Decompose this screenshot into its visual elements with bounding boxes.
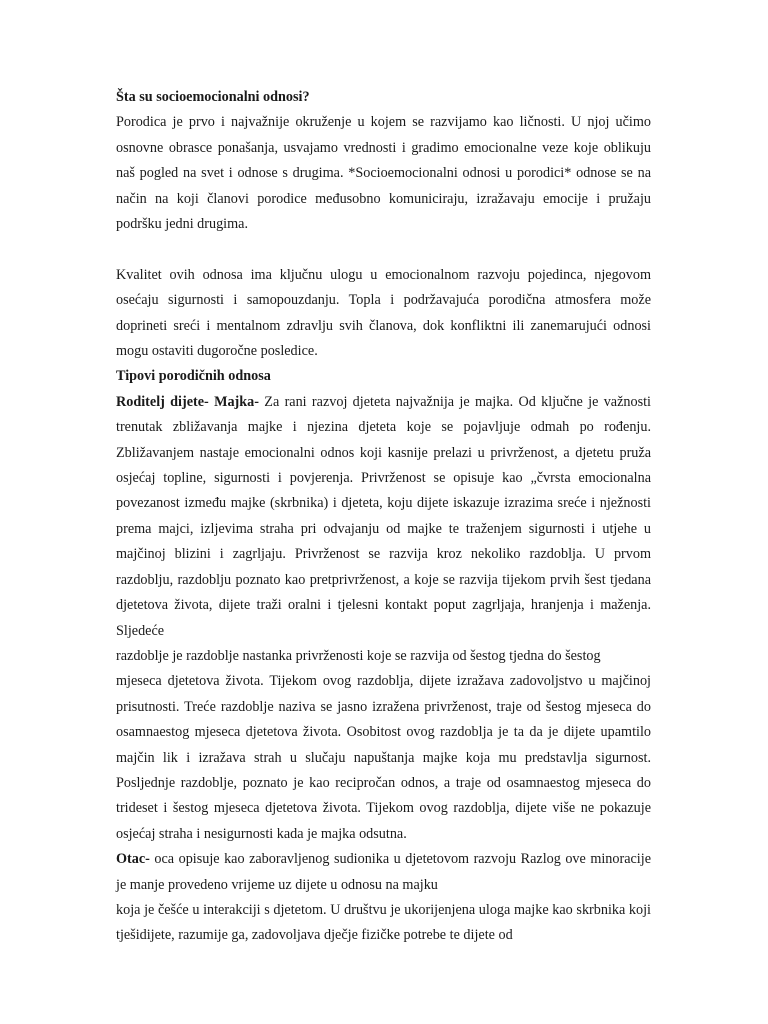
paragraph-attachment-stages: mjeseca djetetova života. Tijekom ovog razdoblja, dijete izražava zadovoljstvo u majčinoj prisutnosti. Treće razdoblje naziva se jasno izražena privrženost, traje od šestog mjeseca do osamnaestog mjeseca djetetova života. Osobitost ovog razdoblja je ta da je dijete upamtilo majčin lik i izražava strah u slučaju napuštanja majke koja mu predstavlja sigurnost. Posljednje razdoblje, poznato je kao recipročan odnos, a traje od osamnaestog mjeseca do trideset i šestog mjeseca djetetova života. Tijekom ovog razdoblja, dijete više ne pokazuje osjećaj straha i nesigurnosti kada je majka odsutna. <box>116 673 651 842</box>
heading-socioemotional-relations: Šta su socioemocionalni odnosi? <box>116 89 310 105</box>
mother-lead-label: Roditelj dijete- Majka- <box>116 393 259 410</box>
father-lead-label: Otac- <box>116 851 150 868</box>
empty-line <box>116 237 651 262</box>
paragraph-attachment-stages-line: razdoblje je razdoblje nastanka privrženosti koje se razvija od šestog tjedna do šestog <box>116 647 601 664</box>
mother-paragraph-text: Za rani razvoj djeteta najvažnija je majka. Od ključne je važnosti trenutak zbližavanja majke i njezina djeteta koje se pojavljuje odmah po rođenju. Zbližavanjem nastaje emocionalni odnos koji kasnije prelazi u privrženost, a djetetu pruža osjećaj topline, sigurnosti i povjerenja. Privrženost se opisuje kao „čvrsta emocionalna povezanost između majke (skrbnika) i djeteta, koju dijete iskazuje izrazima sreće i nježnosti prema majci, izljevima straha pri odvajanju od majke te traženjem sigurnosti i utjehe u majčinoj blizini i zagrljaju. Privrženost se razvija kroz nekoliko razdoblja. U prvom razdoblju, razdoblju poznato kao pretprivrženost, a koje se razvija tijekom prvih šest tjedana djetetova života, dijete traži oralni i tjelesni kontakt poput zagrljaja, hranjenja i maženja. Sljedeće <box>116 393 651 639</box>
paragraph-father-continued: koja je češće u interakciji s djetetom. U društvu je ukorijenjena uloga majke kao skrbnika koji tješidijete, razumije ga, zadovoljava dječje fizičke potrebe te dijete od <box>116 901 651 944</box>
heading-family-relation-types: Tipovi porodičnih odnosa <box>116 368 271 385</box>
paragraph-introduction: Porodica je prvo i najvažnije okruženje u kojem se razvijamo kao ličnosti. U njoj učimo osnovne obrasce ponašanja, usvajamo vrednosti i gradimo emocionalne veze koje oblikuju naš pogled na svet i odnose s drugima. *Socioemocionalni odnosi u porodici* odnose se na način na koji članovi porodice međusobno komuniciraju, izražavaju emocije i pružaju podršku jedni drugima. <box>116 114 651 233</box>
paragraph-father <box>116 847 651 898</box>
paragraph-relationship-quality: Kvalitet ovih odnosa ima ključnu ulogu u emocionalnom razvoju pojedinca, njegovom osećaju sigurnosti i samopouzdanju. Topla i podržavajuća porodična atmosfera može doprineti sreći i mentalnom zdravlju svih članova, dok konfliktni ili zanemarujući odnosi mogu ostaviti dugoročne posledice. <box>116 266 651 360</box>
paragraph-mother-child <box>116 390 651 644</box>
father-paragraph-text: oca opisuje kao zaboravljenog sudionika u djetetovom razvoju Razlog ove minoracije je manje provedeno vrijeme uz dijete u odnosu na majku <box>116 851 651 893</box>
document-body <box>116 85 651 949</box>
